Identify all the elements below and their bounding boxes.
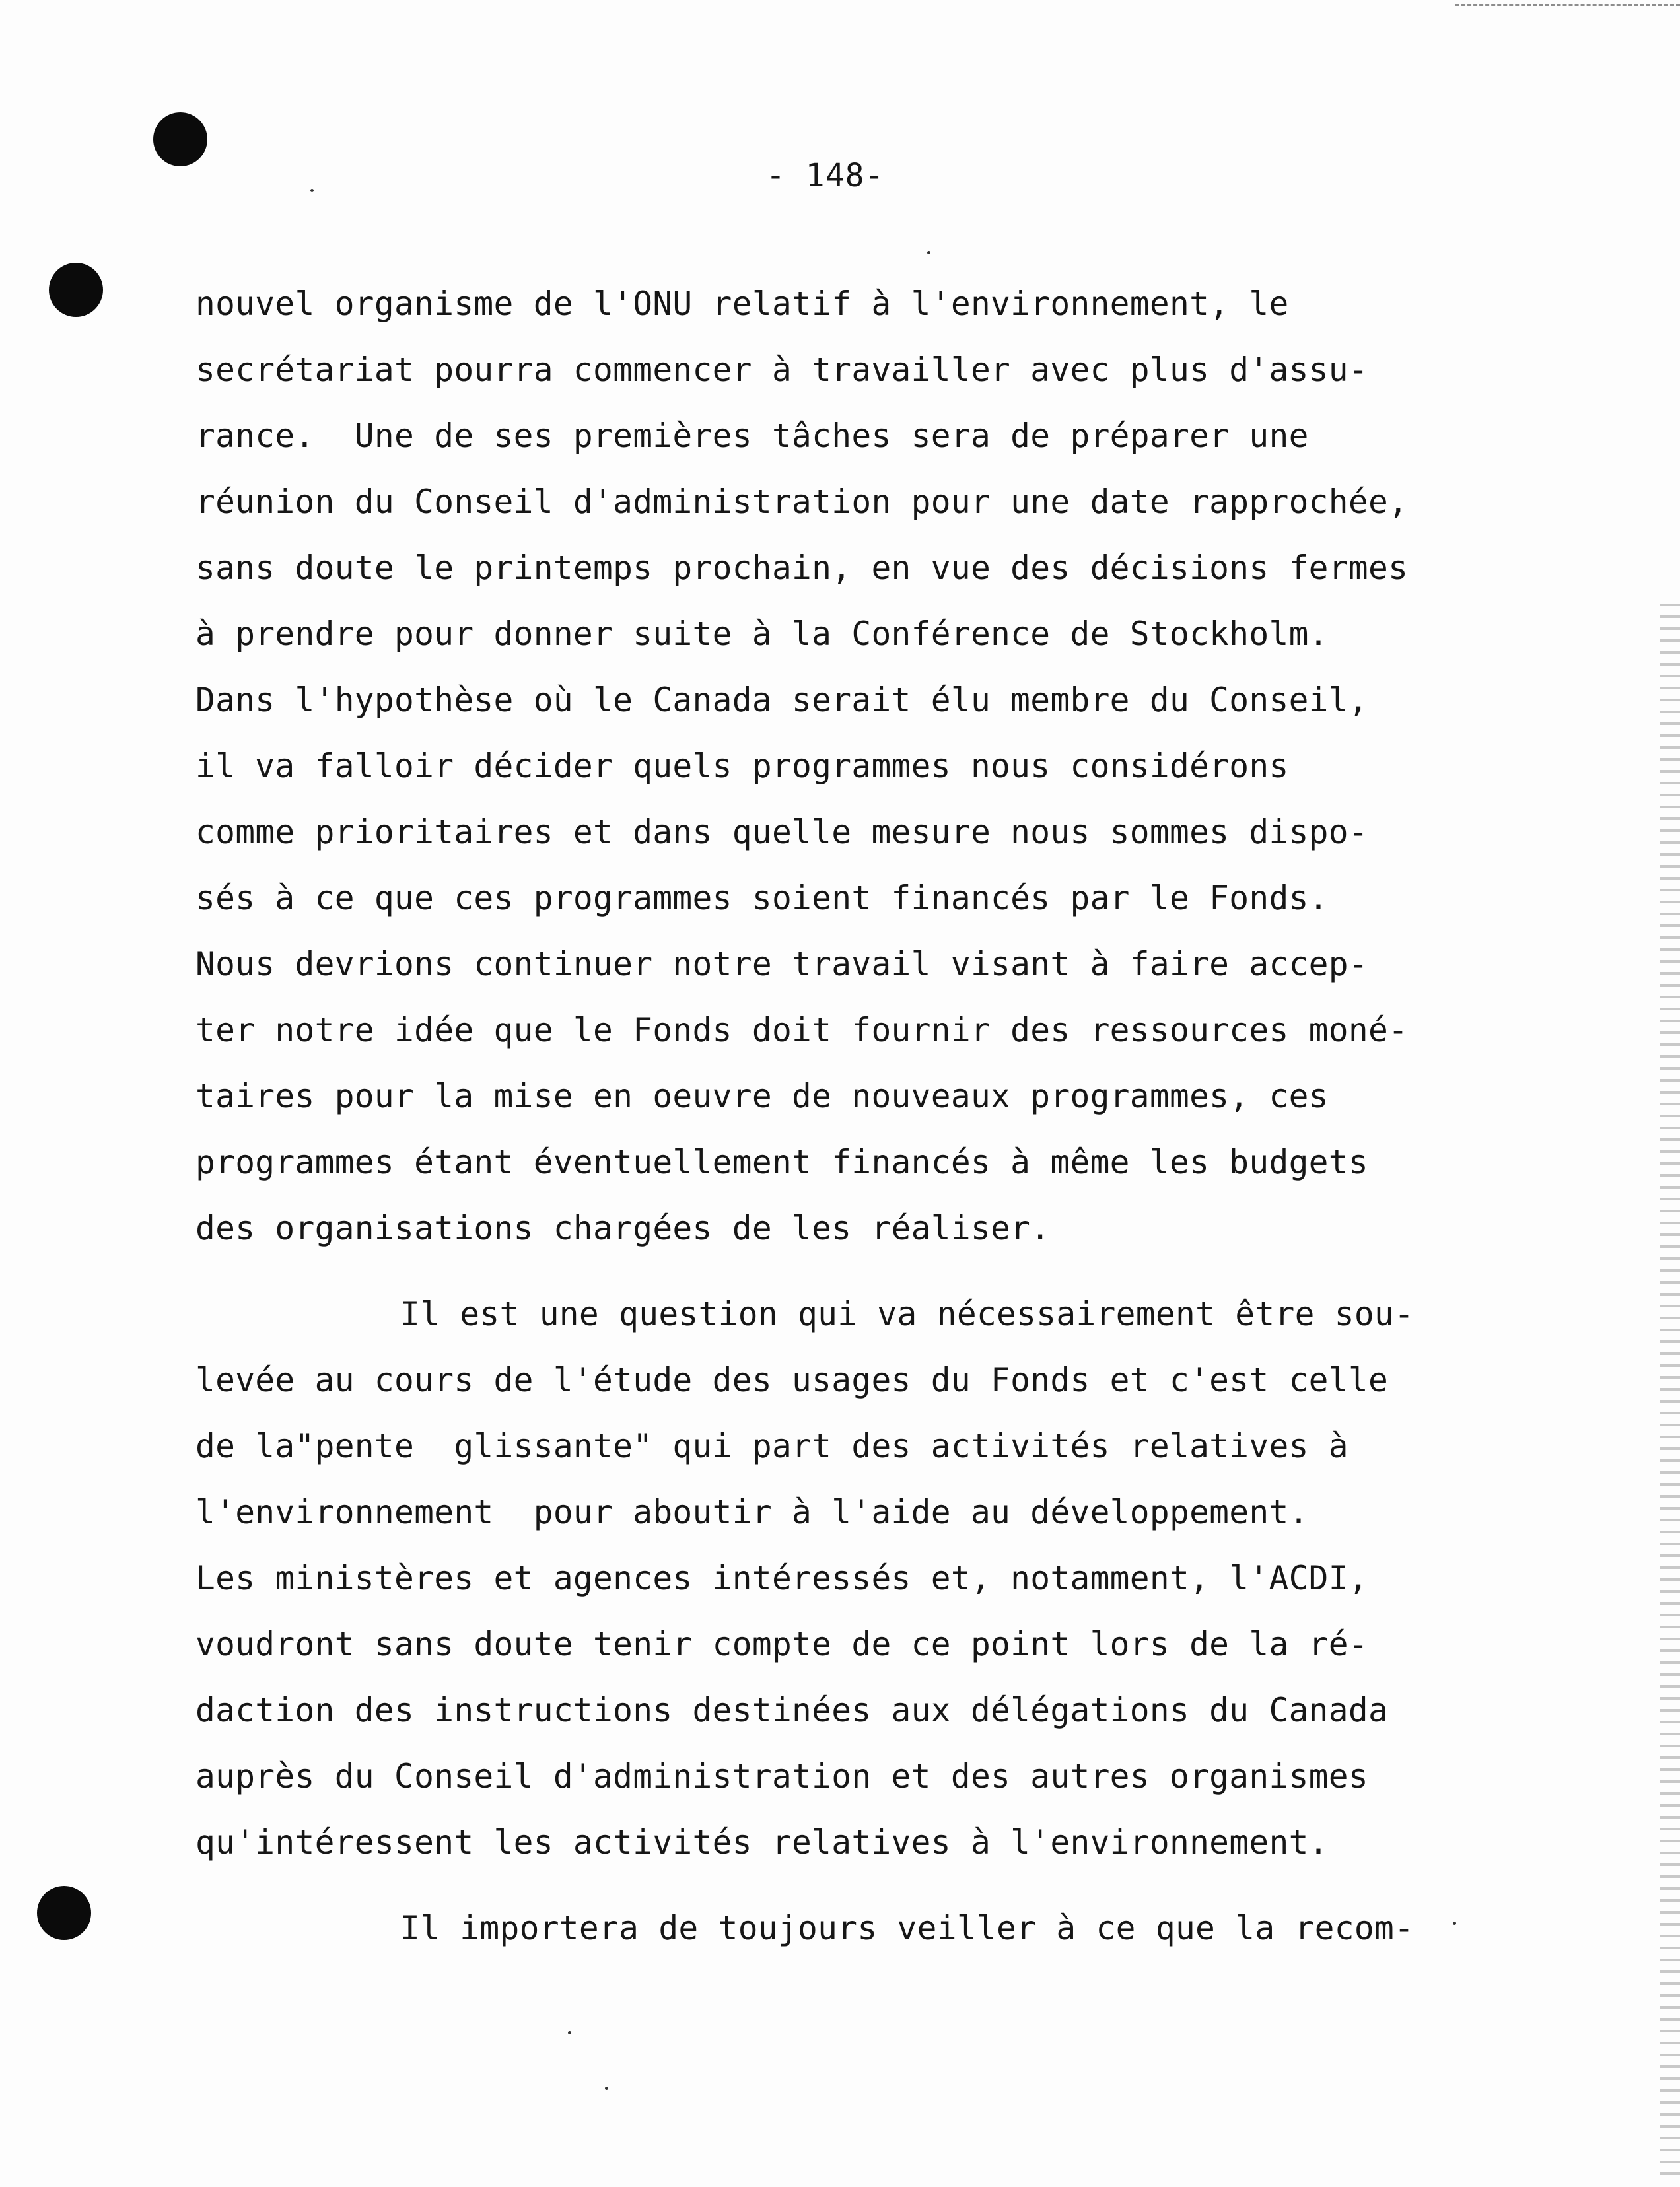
text-line: sans doute le printemps prochain, en vue des décisions fermes [195, 549, 1409, 587]
scanner-edge-artifact [1660, 594, 1680, 2179]
page-number: - 148- [766, 157, 885, 194]
text-line: des organisations chargées de les réaliser. [195, 1209, 1051, 1247]
scan-speck [568, 2031, 571, 2034]
scan-speck [310, 189, 314, 192]
text-line: taires pour la mise en oeuvre de nouveaux programmes, ces [195, 1077, 1329, 1115]
text-line: Il importera de toujours veiller à ce que la recom- [400, 1909, 1415, 1947]
punch-hole-upper [49, 263, 103, 317]
paragraph-2 [195, 1281, 1477, 1875]
text-line: programmes étant éventuellement financés à même les budgets [195, 1143, 1368, 1181]
document-body [195, 271, 1477, 1961]
text-line: sés à ce que ces programmes soient financés par le Fonds. [195, 879, 1329, 917]
text-line: Nous devrions continuer notre travail visant à faire accep- [195, 945, 1368, 983]
paragraph-spacing [195, 1875, 1477, 1895]
text-line: ter notre idée que le Fonds doit fournir des ressources moné- [195, 1011, 1409, 1049]
text-line: auprès du Conseil d'administration et des autres organismes [195, 1757, 1368, 1795]
text-line: Les ministères et agences intéressés et, notamment, l'ACDI, [195, 1559, 1368, 1597]
text-line: voudront sans doute tenir compte de ce point lors de la ré- [195, 1625, 1368, 1663]
text-line: qu'intéressent les activités relatives à l'environnement. [195, 1823, 1329, 1861]
text-line: à prendre pour donner suite à la Conférence de Stockholm. [195, 615, 1329, 653]
text-line: secrétariat pourra commencer à travailler avec plus d'assu- [195, 351, 1368, 389]
text-line: comme prioritaires et dans quelle mesure nous sommes dispo- [195, 813, 1368, 851]
scan-speck [927, 251, 930, 254]
text-line: rance. Une de ses premières tâches sera de préparer une [195, 417, 1309, 455]
paragraph-3 [195, 1895, 1477, 1961]
text-line: il va falloir décider quels programmes nous considérons [195, 747, 1289, 785]
text-line: de la"pente glissante" qui part des activités relatives à [195, 1427, 1348, 1465]
text-line: levée au cours de l'étude des usages du Fonds et c'est celle [195, 1361, 1389, 1399]
text-line: daction des instructions destinées aux délégations du Canada [195, 1691, 1389, 1729]
text-line: réunion du Conseil d'administration pour une date rapprochée, [195, 483, 1409, 521]
paragraph-1 [195, 271, 1477, 1261]
paragraph-spacing [195, 1261, 1477, 1281]
scan-speck [605, 2087, 608, 2090]
punch-hole-lower [37, 1886, 91, 1940]
page-edge-mark [1455, 0, 1680, 6]
text-line: Il est une question qui va nécessairement être sou- [400, 1295, 1415, 1333]
punch-hole-top [153, 112, 207, 166]
text-line: Dans l'hypothèse où le Canada serait élu membre du Conseil, [195, 681, 1368, 719]
text-line: l'environnement pour aboutir à l'aide au développement. [195, 1493, 1309, 1531]
text-line: nouvel organisme de l'ONU relatif à l'environnement, le [195, 285, 1289, 323]
